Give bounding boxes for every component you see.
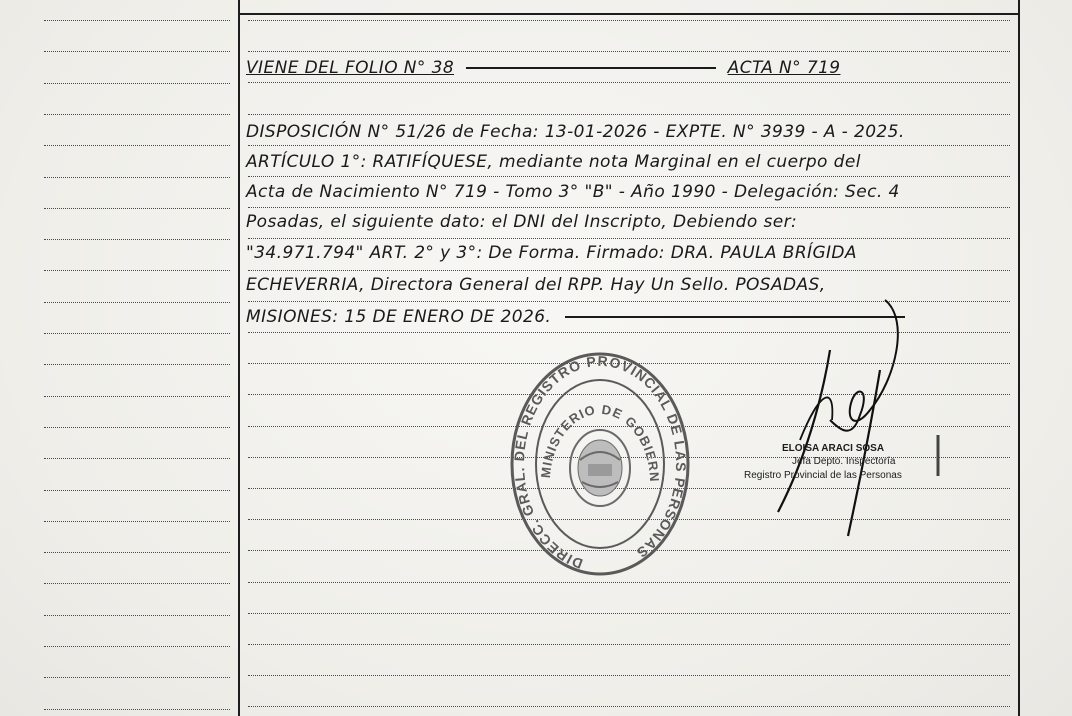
margin-rule-line <box>44 615 230 616</box>
body-line-5: "34.971.794" ART. 2° y 3°: De Forma. Firmado: DRA. PAULA BRÍGIDA <box>246 243 857 263</box>
margin-rule-line <box>44 177 230 178</box>
coat-of-arms-emblem <box>570 430 630 506</box>
body-rule-line <box>248 675 1010 676</box>
body-line-3: Acta de Nacimiento N° 719 - Tomo 3° "B" - Año 1990 - Delegación: Sec. 4 <box>246 182 900 202</box>
body-rule-line <box>248 270 1010 271</box>
body-rule-line <box>248 51 1010 52</box>
body-rule-line <box>248 613 1010 614</box>
signatory-office: Registro Provincial de las Personas <box>744 470 902 481</box>
margin-rule-line <box>44 83 230 84</box>
margin-rule-line <box>44 51 230 52</box>
body-line-7-text: MISIONES: 15 DE ENERO DE 2026. <box>246 307 552 327</box>
body-rule-line <box>248 176 1010 177</box>
margin-rule-line <box>44 333 230 334</box>
margin-rule-line <box>44 583 230 584</box>
official-seal <box>510 352 690 582</box>
body-line-2: ARTÍCULO 1°: RATIFÍQUESE, mediante nota Marginal en el cuerpo del <box>246 152 861 172</box>
body-rule-line <box>248 20 1010 21</box>
handwritten-signature <box>760 290 940 550</box>
body-line-6: ECHEVERRIA, Directora General del RPP. Hay Un Sello. POSADAS, <box>246 275 826 295</box>
margin-rule-line <box>44 709 230 710</box>
right-column-border <box>1018 0 1020 716</box>
body-rule-line <box>248 114 1010 115</box>
margin-rule-line <box>44 427 230 428</box>
header-line <box>246 58 841 78</box>
body-rule-line <box>248 82 1010 83</box>
body-rule-line <box>248 145 1010 146</box>
margin-rule-line <box>44 490 230 491</box>
margin-rule-line <box>44 521 230 522</box>
margin-rule-line <box>44 270 230 271</box>
left-column-border <box>238 0 240 716</box>
acta-number: ACTA N° 719 <box>727 58 841 78</box>
margin-rule-line <box>44 552 230 553</box>
body-rule-line <box>248 644 1010 645</box>
left-margin-column <box>0 0 238 716</box>
margin-rule-line <box>44 677 230 678</box>
margin-rule-line <box>44 646 230 647</box>
margin-rule-line <box>44 145 230 146</box>
fill-line <box>466 67 716 69</box>
body-rule-line <box>248 238 1010 239</box>
margin-rule-line <box>44 114 230 115</box>
body-line-4: Posadas, el siguiente dato: el DNI del Inscripto, Debiendo ser: <box>246 212 798 232</box>
viene-del-folio: VIENE DEL FOLIO N° 38 <box>246 58 455 78</box>
margin-rule-line <box>44 208 230 209</box>
body-rule-line <box>248 207 1010 208</box>
margin-rule-line <box>44 458 230 459</box>
margin-rule-line <box>44 364 230 365</box>
seal-inner-text: MINISTERIO DE GOBIERN <box>537 401 663 483</box>
margin-rule-line <box>44 20 230 21</box>
margin-rule-line <box>44 302 230 303</box>
margin-rule-line <box>44 239 230 240</box>
signatory-title: Jefa Depto. Inspectoría <box>792 456 896 467</box>
seal-outer-text: DIRECC. GRAL. DEL REGISTRO PROVINCIAL DE LAS PERSONAS <box>510 352 690 573</box>
signatory-name: ELOISA ARACI SOSA <box>782 443 885 454</box>
margin-rule-line <box>44 396 230 397</box>
body-line-1: DISPOSICIÓN N° 51/26 de Fecha: 13-01-2026 - EXPTE. N° 3939 - A - 2025. <box>246 122 905 142</box>
body-rule-line <box>248 706 1010 707</box>
top-border-line <box>240 13 1018 15</box>
